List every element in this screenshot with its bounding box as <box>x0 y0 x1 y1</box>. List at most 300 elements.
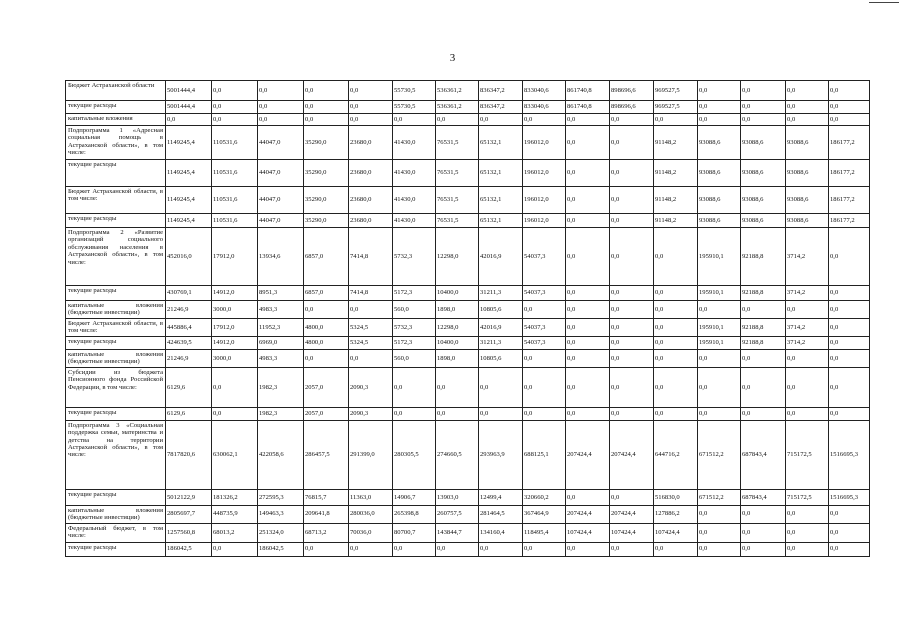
row-label: текущие расходы <box>66 407 166 420</box>
table-cell: 0,0 <box>610 318 654 336</box>
table-cell: 715172,5 <box>786 420 829 489</box>
table-cell: 0,0 <box>698 367 741 407</box>
table-cell: 0,0 <box>698 349 741 367</box>
table-cell: 0,0 <box>523 349 566 367</box>
table-cell: 1982,3 <box>258 407 304 420</box>
table-row <box>66 523 870 542</box>
table-cell: 93088,6 <box>741 214 786 228</box>
table-row <box>66 336 870 349</box>
table-cell: 2090,3 <box>349 367 393 407</box>
table-cell: 11952,3 <box>258 318 304 336</box>
row-label: капитальные вложения (бюджетные инвестиции) <box>66 349 166 367</box>
table-cell: 0,0 <box>741 523 786 542</box>
table-row <box>66 160 870 187</box>
table-cell: 0,0 <box>258 101 304 114</box>
table-cell: 93088,6 <box>698 126 741 160</box>
table-cell: 0,0 <box>523 367 566 407</box>
table-cell: 5324,5 <box>349 336 393 349</box>
table-row <box>66 505 870 523</box>
table-cell: 35290,0 <box>304 160 349 187</box>
table-cell: 0,0 <box>479 407 523 420</box>
table-cell: 0,0 <box>654 114 698 126</box>
table-cell: 44047,0 <box>258 214 304 228</box>
table-cell: 0,0 <box>786 114 829 126</box>
table-cell: 0,0 <box>654 367 698 407</box>
table-cell: 186042,5 <box>258 542 304 556</box>
table-cell: 209641,8 <box>304 505 349 523</box>
table-cell: 55730,5 <box>393 81 436 101</box>
table-cell: 0,0 <box>304 301 349 319</box>
table-cell: 0,0 <box>786 81 829 101</box>
table-cell: 0,0 <box>566 407 610 420</box>
table-cell: 0,0 <box>566 301 610 319</box>
table-cell: 0,0 <box>654 228 698 286</box>
table-cell: 0,0 <box>610 407 654 420</box>
table-cell: 0,0 <box>566 114 610 126</box>
table-cell: 7414,8 <box>349 228 393 286</box>
table-cell: 6857,0 <box>304 228 349 286</box>
table-cell: 195910,1 <box>698 336 741 349</box>
table-cell: 0,0 <box>829 286 870 301</box>
table-cell: 0,0 <box>786 542 829 556</box>
table-row <box>66 349 870 367</box>
table-cell: 836347,2 <box>479 101 523 114</box>
table-row <box>66 489 870 505</box>
table-cell: 291399,0 <box>349 420 393 489</box>
table-row <box>66 318 870 336</box>
table-cell: 3000,0 <box>212 349 258 367</box>
table-cell: 0,0 <box>654 349 698 367</box>
table-cell: 0,0 <box>212 407 258 420</box>
table-cell: 0,0 <box>436 367 479 407</box>
table-cell: 452016,0 <box>166 228 212 286</box>
table-cell: 4983,3 <box>258 349 304 367</box>
table-cell: 0,0 <box>610 301 654 319</box>
table-cell: 430769,1 <box>166 286 212 301</box>
table-cell: 0,0 <box>829 336 870 349</box>
row-label: Федеральный бюджет, в том числе: <box>66 523 166 542</box>
table-cell: 0,0 <box>349 349 393 367</box>
table-cell: 11363,0 <box>349 489 393 505</box>
table-cell: 65132,1 <box>479 187 523 214</box>
table-cell: 0,0 <box>698 301 741 319</box>
row-label: текущие расходы <box>66 214 166 228</box>
table-cell: 833040,6 <box>523 101 566 114</box>
table-cell: 31211,3 <box>479 286 523 301</box>
table-cell: 5172,3 <box>393 336 436 349</box>
table-cell: 0,0 <box>610 228 654 286</box>
table-cell: 6969,0 <box>258 336 304 349</box>
table-cell: 833040,6 <box>523 81 566 101</box>
table-cell: 76815,7 <box>304 489 349 505</box>
table-cell: 0,0 <box>212 367 258 407</box>
table-cell: 0,0 <box>698 407 741 420</box>
table-cell: 143844,7 <box>436 523 479 542</box>
table-cell: 0,0 <box>610 126 654 160</box>
table-cell: 280305,5 <box>393 420 436 489</box>
table-cell: 0,0 <box>786 523 829 542</box>
table-cell: 10400,0 <box>436 336 479 349</box>
table-cell: 196012,0 <box>523 214 566 228</box>
table-cell: 0,0 <box>829 228 870 286</box>
row-label: текущие расходы <box>66 542 166 556</box>
table-cell: 898696,6 <box>610 81 654 101</box>
table-cell: 0,0 <box>349 101 393 114</box>
table-cell: 65132,1 <box>479 214 523 228</box>
table-cell: 5732,3 <box>393 228 436 286</box>
table-cell: 92188,8 <box>741 336 786 349</box>
table-cell: 0,0 <box>304 101 349 114</box>
table-cell: 207424,4 <box>610 420 654 489</box>
table-cell: 91148,2 <box>654 126 698 160</box>
table-cell: 0,0 <box>212 114 258 126</box>
table-row <box>66 542 870 556</box>
table-cell: 0,0 <box>829 523 870 542</box>
table-cell: 76531,5 <box>436 214 479 228</box>
table-cell: 4800,0 <box>304 318 349 336</box>
table-cell: 0,0 <box>393 114 436 126</box>
table-cell: 0,0 <box>741 505 786 523</box>
table-cell: 1149245,4 <box>166 126 212 160</box>
table-cell: 0,0 <box>610 187 654 214</box>
table-cell: 320660,2 <box>523 489 566 505</box>
row-label: Бюджет Астраханской области, в том числе: <box>66 187 166 214</box>
table-cell: 195910,1 <box>698 318 741 336</box>
row-label: Подпрограмма 3 «Социальная поддержка семьи, материнства и детства на территории Астраханской области», в том числе: <box>66 420 166 489</box>
row-label: текущие расходы <box>66 160 166 187</box>
table-cell: 6129,6 <box>166 407 212 420</box>
table-cell: 0,0 <box>304 349 349 367</box>
table-cell: 41430,0 <box>393 214 436 228</box>
table-cell: 21246,9 <box>166 349 212 367</box>
table-cell: 76531,5 <box>436 126 479 160</box>
table-row <box>66 101 870 114</box>
table-cell: 898696,6 <box>610 101 654 114</box>
table-cell: 1898,0 <box>436 349 479 367</box>
table-cell: 0,0 <box>566 336 610 349</box>
table-cell: 1898,0 <box>436 301 479 319</box>
table-cell: 280036,0 <box>349 505 393 523</box>
table-cell: 5324,5 <box>349 318 393 336</box>
row-label: Бюджет Астраханской области <box>66 81 166 101</box>
table-cell: 21246,9 <box>166 301 212 319</box>
table-cell: 0,0 <box>829 101 870 114</box>
table-cell: 186177,2 <box>829 214 870 228</box>
table-cell: 0,0 <box>786 367 829 407</box>
table-cell: 0,0 <box>349 114 393 126</box>
table-row <box>66 187 870 214</box>
table-cell: 92188,8 <box>741 318 786 336</box>
table-cell: 70036,0 <box>349 523 393 542</box>
table-cell: 93088,6 <box>786 126 829 160</box>
row-label: текущие расходы <box>66 286 166 301</box>
table-cell: 2057,0 <box>304 407 349 420</box>
table-cell: 516830,0 <box>654 489 698 505</box>
table-cell: 3714,2 <box>786 336 829 349</box>
table-cell: 23680,0 <box>349 160 393 187</box>
table-cell: 107424,4 <box>654 523 698 542</box>
table-cell: 76531,5 <box>436 160 479 187</box>
table-cell: 0,0 <box>786 101 829 114</box>
table-cell: 195910,1 <box>698 286 741 301</box>
table-cell: 35290,0 <box>304 126 349 160</box>
table-cell: 1149245,4 <box>166 160 212 187</box>
page-number: 3 <box>449 52 456 64</box>
table-cell: 0,0 <box>610 349 654 367</box>
table-row <box>66 126 870 160</box>
table-row <box>66 81 870 101</box>
table-cell: 286457,5 <box>304 420 349 489</box>
table-cell: 0,0 <box>829 318 870 336</box>
table-cell: 260757,5 <box>436 505 479 523</box>
table-cell: 448735,9 <box>212 505 258 523</box>
table-cell: 42016,9 <box>479 318 523 336</box>
table-cell: 0,0 <box>654 301 698 319</box>
table-cell: 93088,6 <box>741 126 786 160</box>
table-cell: 0,0 <box>349 81 393 101</box>
table-cell: 186042,5 <box>166 542 212 556</box>
table-cell: 536361,2 <box>436 81 479 101</box>
table-cell: 5172,3 <box>393 286 436 301</box>
table-cell: 2805697,7 <box>166 505 212 523</box>
table-cell: 536361,2 <box>436 101 479 114</box>
table-cell: 422058,6 <box>258 420 304 489</box>
table-cell: 93088,6 <box>786 187 829 214</box>
table-cell: 134160,4 <box>479 523 523 542</box>
table-cell: 0,0 <box>393 407 436 420</box>
table-cell: 0,0 <box>304 542 349 556</box>
table-cell: 3714,2 <box>786 286 829 301</box>
table-cell: 0,0 <box>786 301 829 319</box>
table-cell: 5732,3 <box>393 318 436 336</box>
table-cell: 41430,0 <box>393 126 436 160</box>
table-cell: 118495,4 <box>523 523 566 542</box>
table-cell: 0,0 <box>523 542 566 556</box>
table-cell: 0,0 <box>258 114 304 126</box>
corner-line <box>869 2 899 3</box>
table-cell: 0,0 <box>523 301 566 319</box>
table-cell: 715172,5 <box>786 489 829 505</box>
table-cell: 0,0 <box>654 542 698 556</box>
table-cell: 54037,3 <box>523 318 566 336</box>
table-cell: 0,0 <box>741 367 786 407</box>
table-cell: 0,0 <box>566 542 610 556</box>
table-cell: 0,0 <box>212 101 258 114</box>
table-cell: 367464,9 <box>523 505 566 523</box>
table-cell: 0,0 <box>829 349 870 367</box>
table-cell: 93088,6 <box>698 214 741 228</box>
table-cell: 0,0 <box>566 286 610 301</box>
table-cell: 687843,4 <box>741 489 786 505</box>
table-cell: 8951,3 <box>258 286 304 301</box>
table-cell: 274660,5 <box>436 420 479 489</box>
table-cell: 861740,8 <box>566 81 610 101</box>
table-cell: 54037,3 <box>523 228 566 286</box>
table-cell: 127886,2 <box>654 505 698 523</box>
table-cell: 688125,1 <box>523 420 566 489</box>
table-cell: 13903,0 <box>436 489 479 505</box>
table-cell: 272595,3 <box>258 489 304 505</box>
table-cell: 0,0 <box>829 407 870 420</box>
table-cell: 0,0 <box>610 367 654 407</box>
table-row <box>66 367 870 407</box>
table-cell: 0,0 <box>436 114 479 126</box>
table-cell: 0,0 <box>654 407 698 420</box>
table-cell: 7414,8 <box>349 286 393 301</box>
table-cell: 93088,6 <box>741 187 786 214</box>
table-cell: 91148,2 <box>654 187 698 214</box>
table-cell: 1516695,3 <box>829 489 870 505</box>
table-cell: 6857,0 <box>304 286 349 301</box>
table-cell: 4983,3 <box>258 301 304 319</box>
table-cell: 92188,8 <box>741 286 786 301</box>
table-cell: 0,0 <box>610 214 654 228</box>
row-label: капитальные вложения <box>66 114 166 126</box>
table-cell: 3714,2 <box>786 228 829 286</box>
table-cell: 186177,2 <box>829 160 870 187</box>
table-cell: 0,0 <box>786 349 829 367</box>
table-cell: 65132,1 <box>479 126 523 160</box>
table-cell: 0,0 <box>829 367 870 407</box>
table-cell: 149463,3 <box>258 505 304 523</box>
table-cell: 186177,2 <box>829 187 870 214</box>
table-cell: 0,0 <box>610 160 654 187</box>
table-cell: 80700,7 <box>393 523 436 542</box>
table-cell: 969527,5 <box>654 101 698 114</box>
table-cell: 0,0 <box>786 407 829 420</box>
table-cell: 14912,0 <box>212 286 258 301</box>
table-cell: 93088,6 <box>698 160 741 187</box>
table-cell: 0,0 <box>479 542 523 556</box>
table-cell: 31211,3 <box>479 336 523 349</box>
table-cell: 0,0 <box>610 542 654 556</box>
budget-table <box>65 80 870 557</box>
table-cell: 836347,2 <box>479 81 523 101</box>
table-cell: 671512,2 <box>698 489 741 505</box>
row-label: капитальные вложения (бюджетные инвестиции) <box>66 301 166 319</box>
table-cell: 0,0 <box>741 407 786 420</box>
table-cell: 2057,0 <box>304 367 349 407</box>
row-label: текущие расходы <box>66 101 166 114</box>
table-cell: 0,0 <box>741 81 786 101</box>
table-cell: 110531,6 <box>212 126 258 160</box>
table-cell: 14912,0 <box>212 336 258 349</box>
table-cell: 196012,0 <box>523 187 566 214</box>
table-cell: 93088,6 <box>786 214 829 228</box>
table-cell: 0,0 <box>479 367 523 407</box>
table-cell: 76531,5 <box>436 187 479 214</box>
table-cell: 5001444,4 <box>166 81 212 101</box>
table-cell: 17912,0 <box>212 228 258 286</box>
row-label: Подпрограмма 2 «Развитие организаций социального обслуживания населения в Астраханской области», в том числе: <box>66 228 166 286</box>
table-cell: 861740,8 <box>566 101 610 114</box>
table-cell: 54037,3 <box>523 336 566 349</box>
table-cell: 0,0 <box>698 81 741 101</box>
table-cell: 0,0 <box>698 114 741 126</box>
table-cell: 644716,2 <box>654 420 698 489</box>
table-cell: 424639,5 <box>166 336 212 349</box>
table-cell: 207424,4 <box>566 420 610 489</box>
table-cell: 0,0 <box>829 114 870 126</box>
table-cell: 0,0 <box>523 407 566 420</box>
table-cell: 0,0 <box>166 114 212 126</box>
table-cell: 0,0 <box>566 228 610 286</box>
table-cell: 35290,0 <box>304 187 349 214</box>
table-cell: 12298,0 <box>436 318 479 336</box>
table-row <box>66 301 870 319</box>
table-cell: 181326,2 <box>212 489 258 505</box>
table-cell: 0,0 <box>212 542 258 556</box>
table-cell: 445886,4 <box>166 318 212 336</box>
table-cell: 207424,4 <box>610 505 654 523</box>
table-cell: 0,0 <box>829 81 870 101</box>
table-cell: 91148,2 <box>654 214 698 228</box>
table-cell: 12499,4 <box>479 489 523 505</box>
table-cell: 560,0 <box>393 349 436 367</box>
table-cell: 44047,0 <box>258 126 304 160</box>
table-cell: 265398,8 <box>393 505 436 523</box>
table-row <box>66 114 870 126</box>
table-cell: 41430,0 <box>393 160 436 187</box>
row-label: Субсидии из бюджета Пенсионного фонда Российской Федерации, в том числе: <box>66 367 166 407</box>
table-cell: 44047,0 <box>258 160 304 187</box>
table-cell: 3000,0 <box>212 301 258 319</box>
table-cell: 93088,6 <box>698 187 741 214</box>
table-cell: 107424,4 <box>610 523 654 542</box>
table-cell: 0,0 <box>258 81 304 101</box>
table-cell: 4800,0 <box>304 336 349 349</box>
table-cell: 2090,3 <box>349 407 393 420</box>
table-cell: 0,0 <box>436 542 479 556</box>
table-cell: 0,0 <box>393 542 436 556</box>
table-cell: 281464,5 <box>479 505 523 523</box>
table-cell: 41430,0 <box>393 187 436 214</box>
table-cell: 10400,0 <box>436 286 479 301</box>
table-cell: 207424,4 <box>566 505 610 523</box>
table-cell: 0,0 <box>566 349 610 367</box>
table-cell: 0,0 <box>393 367 436 407</box>
row-label: текущие расходы <box>66 336 166 349</box>
table-cell: 91148,2 <box>654 160 698 187</box>
table-cell: 969527,5 <box>654 81 698 101</box>
table-cell: 110531,6 <box>212 160 258 187</box>
table-cell: 14906,7 <box>393 489 436 505</box>
row-label: Подпрограмма 1 «Адресная социальная помощь в Астраханской области», в том числе: <box>66 126 166 160</box>
table-cell: 0,0 <box>741 114 786 126</box>
table-cell: 196012,0 <box>523 126 566 160</box>
table-cell: 5001444,4 <box>166 101 212 114</box>
table-cell: 0,0 <box>741 542 786 556</box>
table-cell: 0,0 <box>566 367 610 407</box>
table-row <box>66 214 870 228</box>
table-cell: 251324,0 <box>258 523 304 542</box>
table-cell: 7817820,6 <box>166 420 212 489</box>
table-cell: 42016,9 <box>479 228 523 286</box>
table-cell: 0,0 <box>479 114 523 126</box>
row-label: капитальные вложения (бюджетные инвестиции) <box>66 505 166 523</box>
table-cell: 1149245,4 <box>166 214 212 228</box>
table-cell: 44047,0 <box>258 187 304 214</box>
table-cell: 0,0 <box>698 542 741 556</box>
table-cell: 0,0 <box>566 489 610 505</box>
table-cell: 54037,3 <box>523 286 566 301</box>
table-cell: 0,0 <box>654 318 698 336</box>
table-cell: 195910,1 <box>698 228 741 286</box>
table-cell: 23680,0 <box>349 187 393 214</box>
table-cell: 0,0 <box>698 101 741 114</box>
table-cell: 3714,2 <box>786 318 829 336</box>
table-cell: 1982,3 <box>258 367 304 407</box>
